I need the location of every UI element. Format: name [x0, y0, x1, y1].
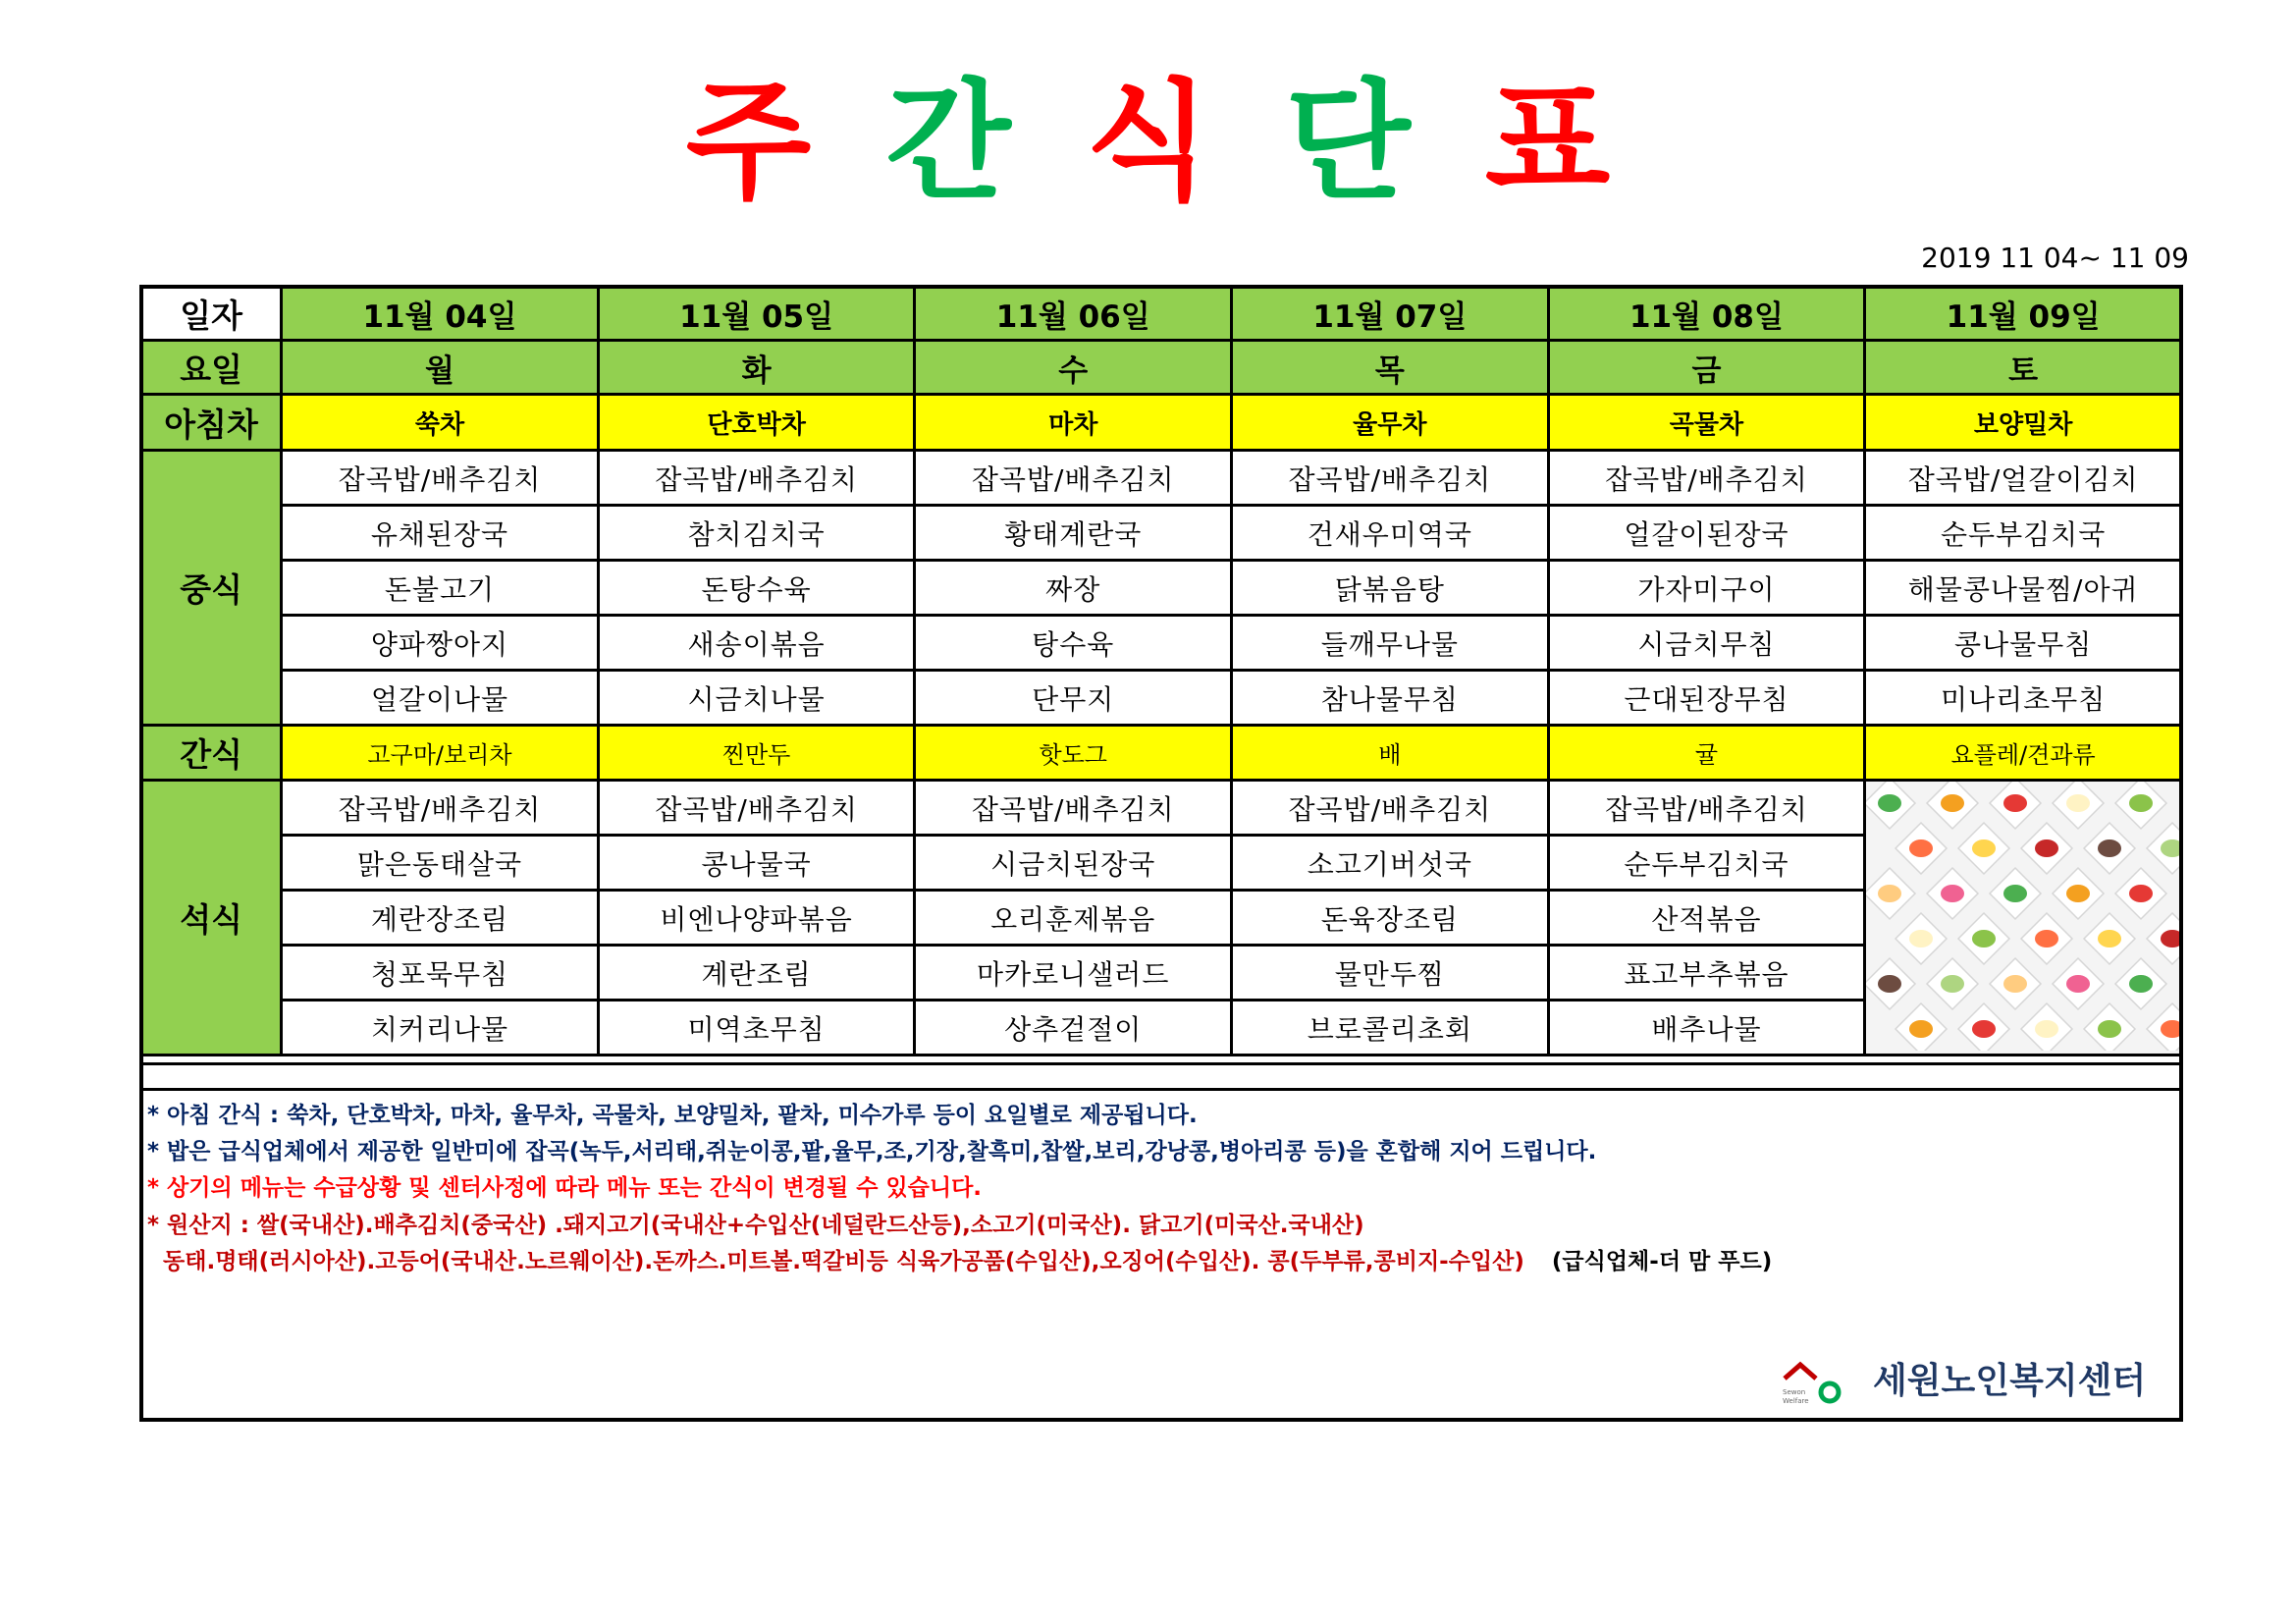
- dinner-cell: 잡곡밥/배추김치: [1232, 781, 1549, 836]
- lunch-cell: 새송이볶음: [598, 616, 915, 671]
- date-label: 일자: [141, 287, 282, 341]
- lunch-cell: 탕수육: [915, 616, 1232, 671]
- lunch-cell: 미나리초무침: [1865, 671, 2182, 726]
- day-cell: 화: [598, 341, 915, 395]
- tea-cell: 마차: [915, 395, 1232, 451]
- tea-cell: 곡물차: [1548, 395, 1865, 451]
- date-cell: 11월 06일: [915, 287, 1232, 341]
- day-cell: 월: [282, 341, 599, 395]
- lunch-cell: 잡곡밥/배추김치: [1232, 451, 1549, 506]
- lunch-cell: 들깨무나물: [1232, 616, 1549, 671]
- dinner-cell: 배추나물: [1548, 1001, 1865, 1056]
- note-line: * 밥은 급식업체에서 제공한 일반미에 잡곡(녹두,서리태,쥐눈이콩,팥,율무,조,기장,찰흑미,찹쌀,보리,강낭콩,병아리콩 등)을 혼합해 지어 드립니다.: [147, 1139, 1597, 1164]
- date-cell: 11월 07일: [1232, 287, 1549, 341]
- dinner-cell: 소고기버섯국: [1232, 836, 1549, 891]
- dinner-cell: 청포묵무침: [282, 946, 599, 1001]
- lunch-cell: 짜장: [915, 561, 1232, 616]
- lunch-cell: 시금치무침: [1548, 616, 1865, 671]
- day-cell: 목: [1232, 341, 1549, 395]
- title-char-5: 표: [1484, 67, 1611, 218]
- date-range: 2019 11 04~ 11 09: [1921, 242, 2189, 274]
- svg-text:Welfare: Welfare: [1783, 1397, 1809, 1405]
- day-cell: 토: [1865, 341, 2182, 395]
- lunch-cell: 잡곡밥/얼갈이김치: [1865, 451, 2182, 506]
- morning-tea-label: 아침차: [141, 395, 282, 451]
- supplier-note: (급식업체-더 맘 푸드): [1551, 1249, 1773, 1274]
- day-cell: 금: [1548, 341, 1865, 395]
- lunch-cell: 건새우미역국: [1232, 506, 1549, 561]
- note-line: * 상기의 메뉴는 수급상황 및 센터사정에 따라 메뉴 또는 간식이 변경될 수 있습니다.: [147, 1175, 983, 1201]
- dinner-label: 석식: [141, 781, 282, 1056]
- lunch-cell: 돈불고기: [282, 561, 599, 616]
- spacer-row: [143, 1062, 2179, 1088]
- dinner-cell: 잡곡밥/배추김치: [1548, 781, 1865, 836]
- house-logo-icon: [1779, 1353, 1847, 1408]
- tea-cell: 쑥차: [282, 395, 599, 451]
- date-cell: 11월 08일: [1548, 287, 1865, 341]
- lunch-cell: 잡곡밥/배추김치: [282, 451, 599, 506]
- dinner-cell: 시금치된장국: [915, 836, 1232, 891]
- dinner-cell: 계란장조림: [282, 891, 599, 946]
- dinner-cell: 마카로니샐러드: [915, 946, 1232, 1001]
- dinner-cell: 물만두찜: [1232, 946, 1549, 1001]
- lunch-cell: 시금치나물: [598, 671, 915, 726]
- dinner-cell: 상추겉절이: [915, 1001, 1232, 1056]
- center-logo: [1779, 1353, 1847, 1408]
- snack-cell: 배: [1232, 726, 1549, 781]
- dinner-cell: 잡곡밥/배추김치: [598, 781, 915, 836]
- dinner-cell: 브로콜리초회: [1232, 1001, 1549, 1056]
- lunch-label: 중식: [141, 451, 282, 726]
- lunch-cell: 얼갈이된장국: [1548, 506, 1865, 561]
- lunch-cell: 해물콩나물찜/아귀: [1865, 561, 2182, 616]
- snack-cell: 고구마/보리차: [282, 726, 599, 781]
- note-line: [147, 1243, 1772, 1275]
- snack-cell: 찐만두: [598, 726, 915, 781]
- dinner-cell: 잡곡밥/배추김치: [282, 781, 599, 836]
- dinner-cell: 치커리나물: [282, 1001, 599, 1056]
- lunch-cell: 양파짱아지: [282, 616, 599, 671]
- lunch-cell: 황태계란국: [915, 506, 1232, 561]
- title-char-2: 간: [885, 67, 1011, 218]
- dinner-cell: 산적볶음: [1548, 891, 1865, 946]
- tea-cell: 보양밀차: [1865, 395, 2182, 451]
- lunch-cell: 참치김치국: [598, 506, 915, 561]
- lunch-cell: 유채된장국: [282, 506, 599, 561]
- note-line: * 아침 간식 : 쑥차, 단호박차, 마차, 율무차, 곡물차, 보양밀차, 팥차, 미수가루 등이 요일별로 제공됩니다.: [147, 1103, 1198, 1128]
- dinner-cell: 비엔나양파볶음: [598, 891, 915, 946]
- lunch-cell: 근대된장무침: [1548, 671, 1865, 726]
- lunch-cell: 콩나물무침: [1865, 616, 2182, 671]
- lunch-cell: 얼갈이나물: [282, 671, 599, 726]
- page-title: [0, 69, 2296, 216]
- origin-note-continued: 동태.명태(러시아산).고등어(국내산.노르웨이산).돈까스.미트볼.떡갈비등 식육가공품(수입산),오징어(수입산). 콩(두부류,콩비지-수입산): [147, 1249, 1524, 1274]
- tea-cell: 단호박차: [598, 395, 915, 451]
- tea-cell: 율무차: [1232, 395, 1549, 451]
- dinner-cell: 계란조림: [598, 946, 915, 1001]
- lunch-cell: 잡곡밥/배추김치: [1548, 451, 1865, 506]
- snack-label: 간식: [141, 726, 282, 781]
- day-label: 요일: [141, 341, 282, 395]
- dinner-cell: 미역초무침: [598, 1001, 915, 1056]
- lunch-cell: 가자미구이: [1548, 561, 1865, 616]
- lunch-cell: 단무지: [915, 671, 1232, 726]
- snack-cell: 핫도그: [915, 726, 1232, 781]
- day-cell: 수: [915, 341, 1232, 395]
- lunch-cell: 순두부김치국: [1865, 506, 2182, 561]
- logo-text: Sewon: [1783, 1388, 1806, 1396]
- dinner-cell: 표고부추볶음: [1548, 946, 1865, 1001]
- dinner-cell: 콩나물국: [598, 836, 915, 891]
- lunch-cell: 잡곡밥/배추김치: [598, 451, 915, 506]
- snack-cell: 요플레/견과류: [1865, 726, 2182, 781]
- lunch-cell: 돈탕수육: [598, 561, 915, 616]
- snack-cell: 귤: [1548, 726, 1865, 781]
- dinner-cell: 맑은동태살국: [282, 836, 599, 891]
- date-cell: 11월 09일: [1865, 287, 2182, 341]
- lunch-cell: 참나물무침: [1232, 671, 1549, 726]
- title-char-3: 식: [1085, 67, 1211, 218]
- date-cell: 11월 04일: [282, 287, 599, 341]
- dinner-cell: 잡곡밥/배추김치: [915, 781, 1232, 836]
- title-char-1: 주: [685, 67, 812, 218]
- dinner-cell: 돈육장조림: [1232, 891, 1549, 946]
- date-cell: 11월 05일: [598, 287, 915, 341]
- lunch-cell: 닭볶음탕: [1232, 561, 1549, 616]
- title-char-4: 단: [1285, 67, 1411, 218]
- dinner-cell: 오리훈제볶음: [915, 891, 1232, 946]
- note-line: * 원산지 : 쌀(국내산).배추김치(중국산) .돼지고기(국내산+수입산(네덜란드산등),소고기(미국산). 닭고기(미국산.국내산): [147, 1213, 1364, 1238]
- dinner-cell: 순두부김치국: [1548, 836, 1865, 891]
- lunch-cell: 잡곡밥/배추김치: [915, 451, 1232, 506]
- center-name: 세원노인복지센터: [1873, 1361, 2147, 1401]
